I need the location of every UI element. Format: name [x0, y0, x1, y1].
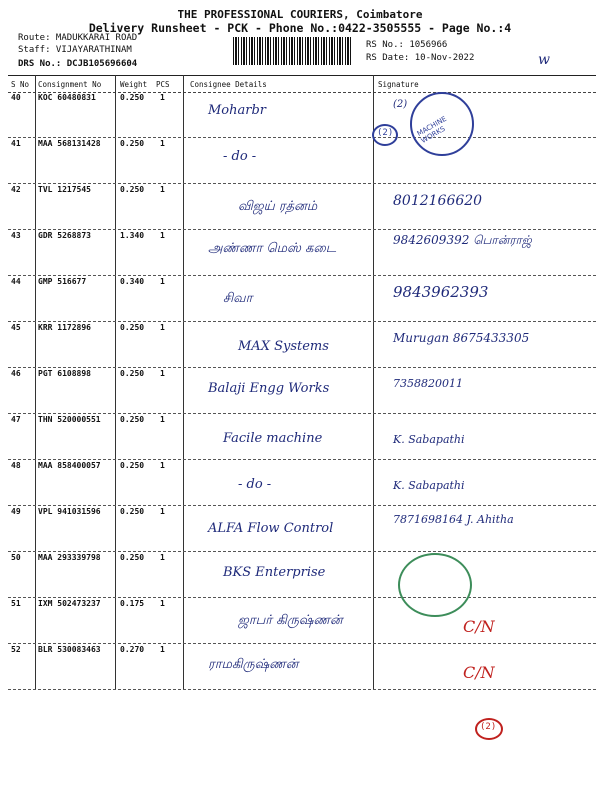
drs-number: DRS No.: DCJB105696604: [18, 59, 138, 69]
row-weight: 0.250: [120, 461, 145, 470]
row-signature: 7871698164 J. Ahitha: [393, 513, 514, 526]
col-sno: S No: [11, 80, 30, 89]
footer-mark-text: (2): [480, 722, 497, 732]
row-pcs: 1: [160, 93, 165, 102]
rs-number: RS No.: 1056966: [366, 40, 448, 50]
row-sno: 41: [11, 139, 21, 148]
table-row: [8, 551, 596, 598]
row-sno: 43: [11, 231, 21, 240]
row-weight: 0.250: [120, 415, 145, 424]
row-consignment: MAA 858400057: [38, 461, 101, 470]
row-signature: C/N: [463, 617, 495, 636]
circle-mark: [372, 124, 398, 146]
row-consignment: GMP 516677: [38, 277, 87, 286]
row-signature: (2): [393, 99, 408, 110]
row-consignment: TVL 1217545: [38, 185, 91, 194]
row-consignment: KRR 1172896: [38, 323, 91, 332]
table-row: [8, 367, 596, 414]
col-signature: Signature: [378, 80, 419, 89]
row-consignment: THN 520000551: [38, 415, 101, 424]
company-title: THE PROFESSIONAL COURIERS, Coimbatore: [177, 8, 423, 21]
row-weight: 0.250: [120, 369, 145, 378]
row-pcs: 1: [160, 415, 165, 424]
row-sno: 50: [11, 553, 21, 562]
row-sno: 48: [11, 461, 21, 470]
row-sno: 47: [11, 415, 21, 424]
col-consignee: Consignee Details: [190, 80, 267, 89]
table-row: [8, 183, 596, 230]
row-consignee: Balaji Engg Works: [208, 381, 330, 396]
row-signature: C/N: [463, 663, 495, 682]
row-weight: 1.340: [120, 231, 145, 240]
row-weight: 0.250: [120, 507, 145, 516]
row-signature: 9843962393: [393, 283, 489, 301]
row-pcs: 1: [160, 323, 165, 332]
row-consignee: - do -: [223, 149, 257, 164]
circle-mark-text: (2): [377, 128, 394, 138]
row-weight: 0.250: [120, 323, 145, 332]
table-row: [8, 229, 596, 276]
row-sno: 40: [11, 93, 21, 102]
row-signature: Murugan 8675433305: [393, 331, 530, 345]
row-consignment: MAA 293339798: [38, 553, 101, 562]
row-signature: 8012166620: [393, 193, 483, 209]
row-sno: 46: [11, 369, 21, 378]
row-weight: 0.250: [120, 93, 145, 102]
col-pcs: PCS: [156, 80, 170, 89]
row-consignee: - do -: [238, 477, 272, 492]
corner-handwriting: w: [538, 52, 550, 68]
row-signature: K. Sabapathi: [393, 479, 465, 492]
barcode-image: [233, 37, 353, 65]
row-pcs: 1: [160, 139, 165, 148]
table-row: [8, 91, 596, 138]
row-pcs: 1: [160, 645, 165, 654]
row-sno: 42: [11, 185, 21, 194]
row-consignee: ALFA Flow Control: [208, 521, 334, 536]
row-consignment: MAA 568131428: [38, 139, 101, 148]
company-stamp: [410, 92, 474, 156]
row-weight: 0.250: [120, 553, 145, 562]
row-pcs: 1: [160, 231, 165, 240]
row-sno: 52: [11, 645, 21, 654]
row-consignee: BKS Enterprise: [223, 565, 326, 580]
row-consignment: IXM 502473237: [38, 599, 101, 608]
row-consignment: VPL 941031596: [38, 507, 101, 516]
row-consignee: அண்ணா மெஸ் கடை: [208, 241, 337, 256]
table-row: [8, 275, 596, 322]
row-consignment: GDR 5268873: [38, 231, 91, 240]
table-row: [8, 413, 596, 460]
row-consignee: ராமகிருஷ்ணன்: [208, 657, 299, 672]
route-text: Route: MADUKKARAI ROAD: [18, 33, 138, 43]
stamp-text: MACHINE WORKS: [415, 114, 448, 145]
row-pcs: 1: [160, 185, 165, 194]
table-row: [8, 505, 596, 552]
row-weight: 0.175: [120, 599, 145, 608]
table-row: [8, 597, 596, 644]
table-row: [8, 643, 596, 690]
row-consignment: BLR 530083463: [38, 645, 101, 654]
row-pcs: 1: [160, 461, 165, 470]
row-weight: 0.250: [120, 139, 145, 148]
row-sno: 49: [11, 507, 21, 516]
table-row: [8, 137, 596, 184]
row-consignment: PGT 6108898: [38, 369, 91, 378]
row-consignee: ஜாபர் கிருஷ்ணன்: [238, 613, 343, 628]
row-pcs: 1: [160, 507, 165, 516]
row-consignee: விஜய் ரத்னம்: [238, 199, 318, 214]
row-weight: 0.270: [120, 645, 145, 654]
row-sno: 44: [11, 277, 21, 286]
staff-text: Staff: VIJAYARATHINAM: [18, 45, 132, 55]
row-pcs: 1: [160, 277, 165, 286]
footer-circle-mark: [475, 718, 503, 740]
row-signature: K. Sabapathi: [393, 433, 465, 446]
row-consignee: Facile machine: [223, 431, 323, 446]
runsheet-title: Delivery Runsheet - PCK - Phone No.:0422-3505555 - Page No.:4: [88, 21, 512, 35]
green-stamp: [398, 553, 472, 617]
runsheet-table: [8, 75, 596, 89]
col-weight: Weight: [120, 80, 148, 89]
row-pcs: 1: [160, 369, 165, 378]
row-sno: 51: [11, 599, 21, 608]
row-pcs: 1: [160, 599, 165, 608]
row-weight: 0.340: [120, 277, 145, 286]
row-consignee: MAX Systems: [238, 339, 329, 354]
table-row: [8, 459, 596, 506]
table-row: [8, 321, 596, 368]
row-sno: 45: [11, 323, 21, 332]
row-consignee: சிவா: [223, 291, 253, 306]
rs-date: RS Date: 10-Nov-2022: [366, 53, 475, 63]
row-weight: 0.250: [120, 185, 145, 194]
row-consignment: KOC 60480831: [38, 93, 96, 102]
row-signature: 9842609392 பொன்ராஜ்: [393, 233, 532, 247]
col-consignment: Consignment No: [38, 80, 102, 89]
row-consignee: Moharbr: [208, 103, 267, 118]
row-pcs: 1: [160, 553, 165, 562]
row-signature: 7358820011: [393, 377, 463, 390]
